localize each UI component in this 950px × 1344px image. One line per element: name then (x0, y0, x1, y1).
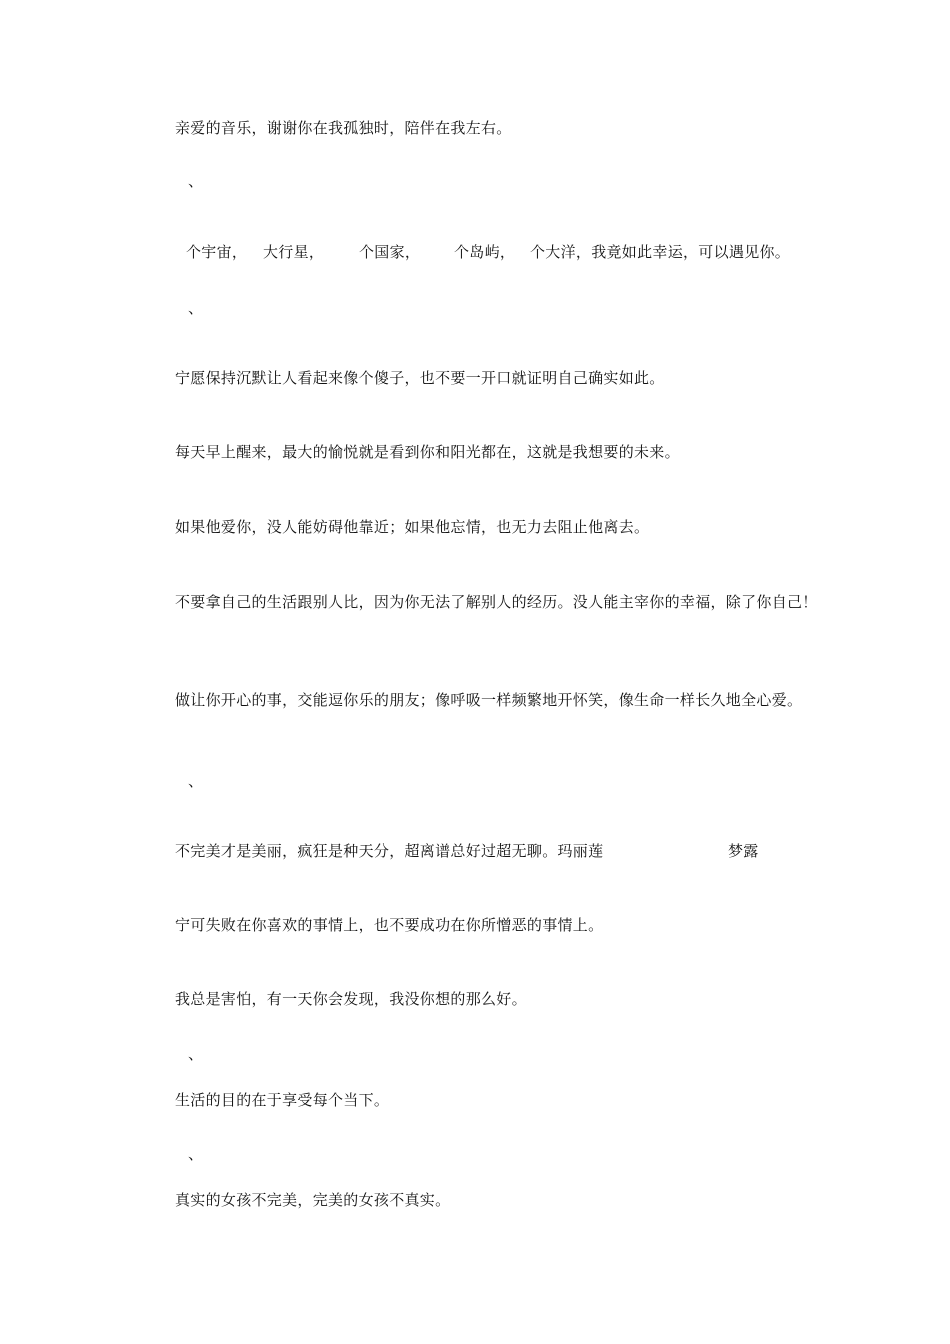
quote-music: 亲爱的音乐，谢谢你在我孤独时，陪伴在我左右。 (175, 119, 512, 137)
quote-compare: 不要拿自己的生活跟别人比，因为你无法了解别人的经历。没人能主宰你的幸福，除了你自己！ (175, 593, 818, 611)
quote-love: 如果他爱你，没人能妨碍他靠近；如果他忘情，也无力去阻止他离去。 (175, 518, 650, 536)
list-mark: 、 (188, 172, 204, 190)
quote-universe-part-4: 个岛屿， (454, 243, 516, 261)
quote-morning: 每天早上醒来，最大的愉悦就是看到你和阳光都在，这就是我想要的未来。 (175, 443, 680, 461)
list-mark: 、 (188, 1145, 204, 1163)
quote-afraid: 我总是害怕，有一天你会发现，我没你想的那么好。 (175, 990, 527, 1008)
list-mark: 、 (188, 772, 204, 790)
quote-real-girl: 真实的女孩不完美，完美的女孩不真实。 (175, 1191, 451, 1209)
list-mark: 、 (188, 299, 204, 317)
quote-happy: 做让你开心的事，交能逗你乐的朋友；像呼吸一样频繁地开怀笑，像生命一样长久地全心爱。 (175, 691, 803, 709)
quote-purpose: 生活的目的在于享受每个当下。 (175, 1091, 390, 1109)
quote-imperfect: 不完美才是美丽，疯狂是种天分，超离谱总好过超无聊。玛丽莲 (175, 842, 604, 860)
quote-universe (0, 240, 950, 264)
quote-universe-part-5: 个大洋，我竟如此幸运，可以遇见你。 (530, 243, 791, 261)
quote-universe-part-1: 个宇宙， (186, 243, 248, 261)
list-mark: 、 (188, 1045, 204, 1063)
quote-fail: 宁可失败在你喜欢的事情上，也不要成功在你所憎恶的事情上。 (175, 916, 604, 934)
quote-universe-part-3: 个国家， (359, 243, 421, 261)
quote-author: 梦露 (728, 842, 759, 860)
quote-universe-part-2: 大行星， (263, 243, 325, 261)
quote-silence: 宁愿保持沉默让人看起来像个傻子，也不要一开口就证明自己确实如此。 (175, 369, 665, 387)
